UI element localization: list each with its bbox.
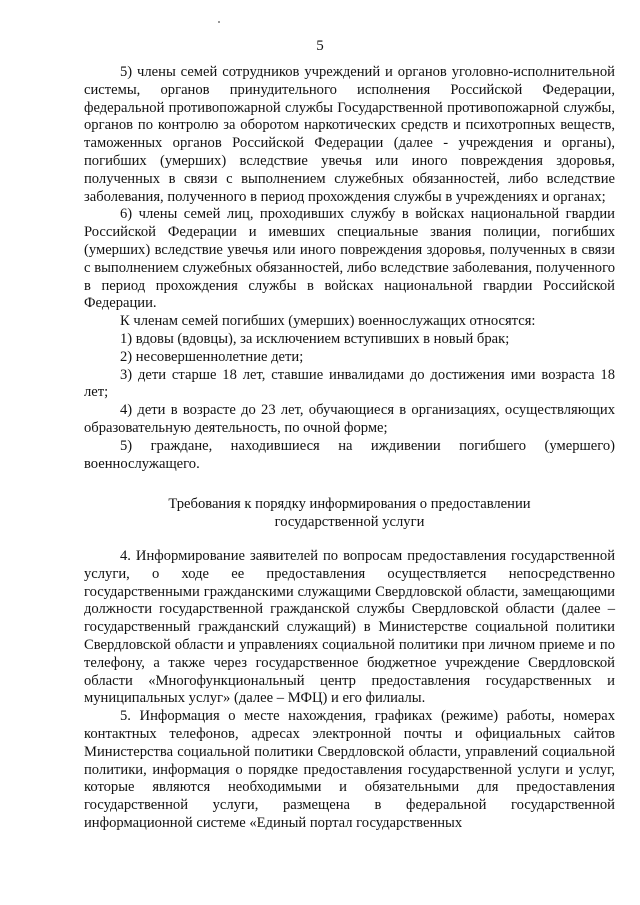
section-heading bbox=[84, 496, 615, 532]
body-text-section-2 bbox=[84, 548, 615, 833]
section-heading-line-2: государственной услуги bbox=[274, 513, 425, 530]
scan-speck bbox=[218, 21, 220, 23]
paragraph-item-6-families-national-guard: 6) члены семей лиц, проходивших службу в войсках национальной гвардии Российской Федерации и имевших специальные звания полиции, погибших (умерших) вследствие увечья или иного повреждения здоровья, полученных в связи с выполнением служебных обязанностей, либо вследствие заболевания, полученного в период прохождения службы в войсках национальной гвардии Российской Федерации. bbox=[84, 206, 615, 312]
body-text-section-1 bbox=[84, 64, 615, 473]
paragraph-list-item-4: 4) дети в возрасте до 23 лет, обучающиеся в организациях, осуществляющих образовательную деятельность, по очной форме; bbox=[84, 402, 615, 436]
page-number: 5 bbox=[316, 38, 324, 54]
paragraph-list-item-1: 1) вдовы (вдовцы), за исключением вступивших в новый брак; bbox=[120, 330, 510, 347]
paragraph-list-item-5: 5) граждане, находившиеся на иждивении погибшего (умершего) военнослужащего. bbox=[84, 437, 615, 472]
paragraph-family-members-intro: К членам семей погибших (умерших) военнослужащих относятся: bbox=[120, 313, 536, 330]
paragraph-clause-4-informing: 4. Информирование заявителей по вопросам предоставления государственной услуги, о ходе ее предоставления осуществляется непосредственно государственными гражданскими служащими Свердловской области, замещающими должности государственной гражданской службы Свердловской области (далее – государственный гражданский служащий) в Министерстве социальной политики Свердловской области и управлениях социальной политики при личном приеме и по телефону, а также через государственное бюджетное учреждение Свердловской области «Многофункциональный центр предоставления государственных и муниципальных услуг» (далее – МФЦ) и его филиалы. bbox=[84, 548, 615, 707]
paragraph-list-item-3: 3) дети старше 18 лет, ставшие инвалидами до достижения ими возраста 18 лет; bbox=[84, 366, 615, 401]
section-heading-line-1: Требования к порядку информирования о предоставлении bbox=[168, 496, 531, 512]
paragraph-item-5-families-penal-system: 5) члены семей сотрудников учреждений и органов уголовно-исполнительной системы, органов принудительного исполнения Российской Федерации, федеральной противопожарной службы Государственной противопожарной службы, органов по контролю за оборотом наркотических средств и психотропных веществ, таможенных органов Российской Федерации (далее - учреждения и органы), погибших (умерших) вследствие увечья или иного повреждения здоровья, полученных в связи с выполнением служебных обязанностей, либо вследствие заболевания, полученного в период прохождения службы в учреждениях и органах; bbox=[84, 64, 615, 205]
paragraph-clause-5-information-location: 5. Информация о месте нахождения, графиках (режиме) работы, номерах контактных телефонов, адресах электронной почты и официальных сайтов Министерства социальной политики Свердловской области, управлений социальной политики, информация о порядке предоставления государственной услуги и услуг, которые являются необходимыми и обязательными для предоставления государственной услуги, размещена в федеральной государственной информационной системе «Единый портал государственных bbox=[84, 708, 615, 831]
paragraph-list-item-2: 2) несовершеннолетние дети; bbox=[120, 348, 304, 365]
